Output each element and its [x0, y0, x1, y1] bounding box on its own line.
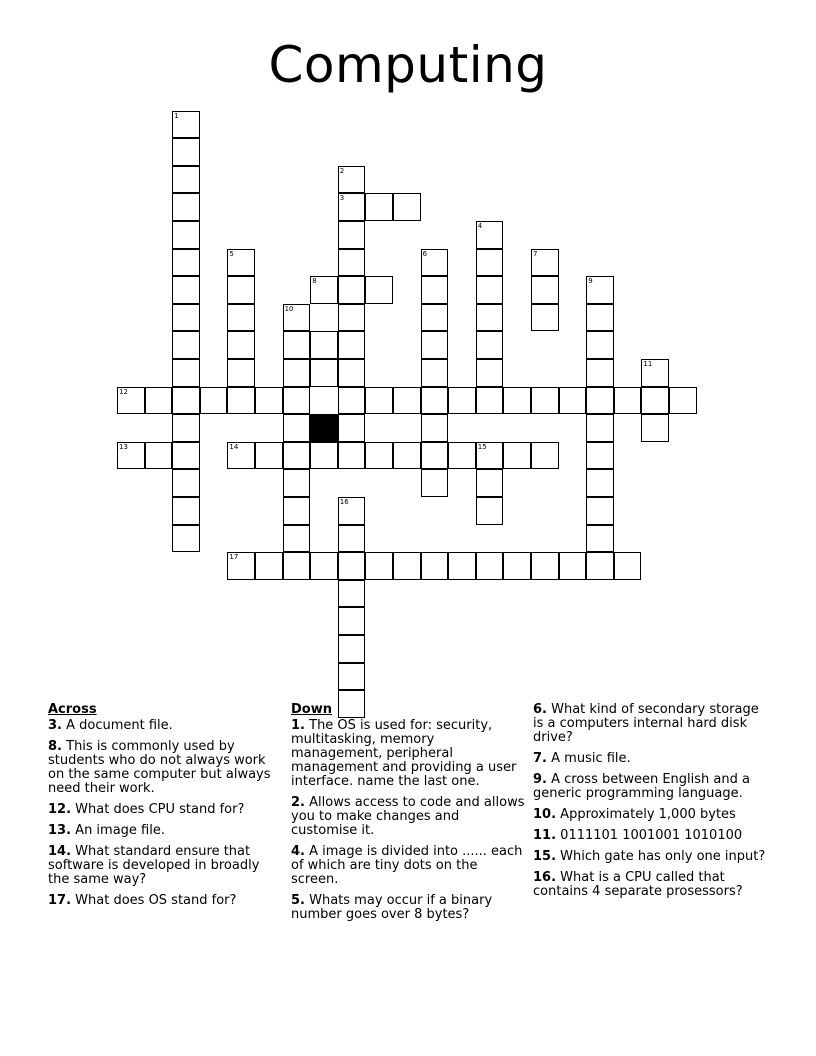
grid-cell[interactable] [283, 469, 311, 497]
grid-cell[interactable] [283, 497, 311, 525]
clue [533, 871, 769, 899]
clue [48, 719, 284, 733]
down-clue-list-continued [533, 703, 769, 899]
clue-number: 15 [477, 442, 487, 451]
grid-cell[interactable] [393, 387, 421, 415]
grid-cell[interactable] [421, 276, 449, 304]
grid-cell[interactable] [559, 387, 587, 415]
grid-cell[interactable] [586, 497, 614, 525]
grid-cell[interactable] [338, 304, 366, 332]
grid-cell[interactable] [283, 359, 311, 387]
clue-text: An image file. [75, 823, 165, 838]
clue-text: What kind of secondary storage is a computers internal hard disk drive? [533, 702, 759, 745]
clue-text: What is a CPU called that contains 4 separate prosessors? [533, 870, 743, 899]
clue [533, 703, 769, 745]
grid-cell[interactable] [338, 193, 366, 221]
grid-cell[interactable] [172, 111, 200, 139]
grid-cell[interactable] [503, 442, 531, 470]
grid-cell[interactable] [476, 221, 504, 249]
grid-cell[interactable] [283, 525, 311, 553]
grid-cell[interactable] [227, 387, 255, 415]
clue [48, 894, 284, 908]
grid-cell[interactable] [172, 497, 200, 525]
grid-cell[interactable] [310, 276, 338, 304]
clue-num: 9. [533, 772, 547, 787]
grid-cell[interactable] [338, 607, 366, 635]
grid-cell[interactable] [476, 387, 504, 415]
grid-cell[interactable] [172, 193, 200, 221]
grid-cell[interactable] [531, 249, 559, 277]
grid-cell[interactable] [421, 304, 449, 332]
grid-cell[interactable] [338, 552, 366, 580]
clue [533, 808, 769, 822]
clue-num: 17. [48, 893, 72, 908]
grid-cell[interactable] [255, 387, 283, 415]
grid-cell[interactable] [559, 552, 587, 580]
across-clues [48, 703, 284, 915]
grid-cell[interactable] [227, 276, 255, 304]
grid-cell[interactable] [641, 387, 669, 415]
grid-cell[interactable] [586, 359, 614, 387]
clue [533, 850, 769, 864]
grid-cell[interactable] [117, 387, 145, 415]
grid-cell[interactable] [586, 552, 614, 580]
clue-number: 16 [339, 498, 349, 506]
grid-cell[interactable] [172, 359, 200, 387]
grid-cell[interactable] [476, 304, 504, 332]
grid-cell[interactable] [338, 221, 366, 249]
grid-cell[interactable] [283, 414, 311, 442]
down-heading: Down [291, 702, 332, 717]
grid-cell[interactable] [421, 249, 449, 277]
grid-cell[interactable] [586, 331, 614, 359]
clue-num: 8. [48, 739, 62, 754]
clue-text: A image is divided into ...... each of which are tiny dots on the screen. [291, 844, 523, 887]
grid-cell[interactable] [172, 469, 200, 497]
grid-cell[interactable] [448, 387, 476, 415]
clue-text: Whats may occur if a binary number goes over 8 bytes? [291, 893, 493, 922]
clue [291, 845, 527, 887]
grid-cell[interactable] [476, 276, 504, 304]
grid-cell[interactable] [421, 359, 449, 387]
down-clues-continued [533, 703, 769, 906]
clue [533, 773, 769, 801]
clue [48, 803, 284, 817]
clue-num: 14. [48, 844, 72, 859]
grid-cell[interactable] [310, 442, 338, 470]
grid-cell[interactable] [586, 469, 614, 497]
grid-cell[interactable] [421, 414, 449, 442]
grid-cell[interactable] [117, 442, 145, 470]
grid-cell[interactable] [338, 442, 366, 470]
grid-cell[interactable] [338, 166, 366, 194]
clue-text: A cross between English and a generic programming language. [533, 772, 750, 801]
clue-text: Which gate has only one input? [560, 849, 766, 864]
grid-cell[interactable] [476, 469, 504, 497]
grid-cell[interactable] [227, 442, 255, 470]
grid-cell[interactable] [338, 663, 366, 691]
grid-cell[interactable] [586, 387, 614, 415]
grid-cell[interactable] [531, 276, 559, 304]
grid-cell[interactable] [531, 442, 559, 470]
grid-cell[interactable] [338, 635, 366, 663]
clue-number: 11 [643, 360, 653, 368]
grid-cell[interactable] [476, 442, 504, 470]
clue-num: 10. [533, 807, 557, 822]
grid-cell[interactable] [338, 359, 366, 387]
grid-cell[interactable] [365, 442, 393, 470]
grid-cell[interactable] [283, 304, 311, 332]
clue-number: 4 [477, 222, 483, 230]
grid-cell[interactable] [365, 276, 393, 304]
grid-cell[interactable] [255, 552, 283, 580]
grid-cell[interactable] [393, 442, 421, 470]
grid-cell[interactable] [641, 359, 669, 387]
clue-number: 1 [174, 111, 179, 120]
clue [291, 719, 527, 789]
grid-cell[interactable] [172, 138, 200, 166]
clue-text: What standard ensure that software is developed in broadly the same way? [48, 844, 260, 887]
clue [291, 894, 527, 922]
grid-cell[interactable] [283, 442, 311, 470]
clue-number: 12 [119, 387, 128, 396]
grid-cell[interactable] [586, 414, 614, 442]
grid-cell[interactable] [448, 442, 476, 470]
clue-num: 15. [533, 849, 557, 864]
grid-cell[interactable] [283, 331, 311, 359]
grid-cell[interactable] [365, 193, 393, 221]
grid-cell[interactable] [421, 469, 449, 497]
grid-cell[interactable] [476, 331, 504, 359]
grid-cell[interactable] [531, 387, 559, 415]
clue-text: A document file. [66, 718, 173, 733]
grid-cell[interactable] [476, 552, 504, 580]
grid-cell[interactable] [586, 525, 614, 553]
grid-cell[interactable] [227, 249, 255, 277]
clue-num: 1. [291, 718, 305, 733]
grid-cell[interactable] [338, 414, 366, 442]
grid-cell[interactable] [338, 276, 366, 304]
grid-cell[interactable] [172, 414, 200, 442]
grid-cell[interactable] [476, 249, 504, 277]
grid-cell[interactable] [227, 359, 255, 387]
grid-cell[interactable] [641, 414, 669, 442]
grid-cell[interactable] [310, 552, 338, 580]
grid-cell[interactable] [145, 442, 173, 470]
clue-num: 2. [291, 795, 305, 810]
clue-number: 6 [422, 249, 428, 258]
grid-cell[interactable] [172, 249, 200, 277]
grid-cell[interactable] [172, 221, 200, 249]
clue-num: 3. [48, 718, 62, 733]
grid-cell[interactable] [172, 304, 200, 332]
grid-cell[interactable] [476, 359, 504, 387]
grid-cell[interactable] [172, 276, 200, 304]
clue-number: 2 [339, 166, 345, 175]
grid-cell[interactable] [586, 442, 614, 470]
clue [48, 845, 284, 887]
grid-cell[interactable] [448, 552, 476, 580]
grid-black-cell [310, 414, 338, 442]
down-clue-list [291, 719, 527, 922]
grid-cell[interactable] [172, 442, 200, 470]
clue-text: 0111101 1001001 1010100 [560, 828, 743, 843]
clue-number: 9 [588, 277, 593, 286]
grid-cell[interactable] [476, 497, 504, 525]
grid-cell[interactable] [531, 552, 559, 580]
grid-cell[interactable] [310, 359, 338, 387]
grid-cell[interactable] [338, 331, 366, 359]
grid-cell[interactable] [531, 304, 559, 332]
grid-cell[interactable] [421, 442, 449, 470]
grid-cell[interactable] [614, 552, 642, 580]
grid-cell[interactable] [227, 331, 255, 359]
across-heading: Across [48, 702, 97, 717]
grid-cell[interactable] [338, 497, 366, 525]
grid-cell[interactable] [338, 387, 366, 415]
clue-text: A music file. [551, 751, 631, 766]
grid-cell[interactable] [338, 580, 366, 608]
clue-num: 11. [533, 828, 557, 843]
clue-num: 5. [291, 893, 305, 908]
clue-number: 13 [119, 442, 128, 451]
grid-cell[interactable] [421, 552, 449, 580]
grid-cell[interactable] [310, 331, 338, 359]
grid-cell[interactable] [283, 387, 311, 415]
grid-cell[interactable] [421, 387, 449, 415]
clue-text: This is commonly used by students who do not always work on the same computer but always need their work. [48, 739, 271, 796]
grid-cell[interactable] [393, 193, 421, 221]
grid-cell[interactable] [586, 304, 614, 332]
clue-number: 7 [533, 249, 538, 258]
grid-cell[interactable] [503, 552, 531, 580]
grid-cell[interactable] [421, 331, 449, 359]
clue-text: Allows access to code and allows you to make changes and customise it. [291, 795, 525, 838]
grid-cell[interactable] [586, 276, 614, 304]
across-clue-list [48, 719, 284, 908]
clue-num: 12. [48, 802, 72, 817]
clue-num: 13. [48, 823, 72, 838]
clue-number: 10 [284, 304, 294, 313]
clue [48, 740, 284, 796]
clue-text: What does OS stand for? [75, 893, 237, 908]
clue-num: 4. [291, 844, 305, 859]
clue [533, 752, 769, 766]
grid-cell[interactable] [172, 331, 200, 359]
grid-cell[interactable] [365, 552, 393, 580]
grid-cell[interactable] [669, 387, 697, 415]
clue-number: 5 [229, 249, 234, 258]
grid-cell[interactable] [338, 249, 366, 277]
grid-cell[interactable] [614, 387, 642, 415]
grid-cell[interactable] [283, 552, 311, 580]
clue-num: 7. [533, 751, 547, 766]
clue-num: 6. [533, 702, 547, 717]
grid-cell[interactable] [172, 166, 200, 194]
clue [533, 829, 769, 843]
clue-text: What does CPU stand for? [75, 802, 245, 817]
clue-num: 16. [533, 870, 557, 885]
grid-cell[interactable] [227, 304, 255, 332]
grid-cell[interactable] [172, 525, 200, 553]
page-title: Computing [268, 36, 548, 94]
clue-number: 14 [229, 442, 239, 451]
clue [291, 796, 527, 838]
clue-number: 8 [312, 277, 317, 286]
down-clues [291, 703, 527, 929]
clue-text: The OS is used for: security, multitasking, memory management, peripheral management and providing a user interface. name the last one. [291, 718, 517, 789]
clue-text: Approximately 1,000 bytes [560, 807, 736, 822]
clue [48, 824, 284, 838]
clue-number: 17 [229, 553, 239, 562]
grid-cell[interactable] [255, 442, 283, 470]
grid-cell[interactable] [503, 387, 531, 415]
grid-cell[interactable] [200, 387, 228, 415]
grid-cell[interactable] [145, 387, 173, 415]
clue-number: 3 [339, 194, 345, 203]
grid-cell[interactable] [227, 552, 255, 580]
grid-cell[interactable] [338, 525, 366, 553]
grid-cell[interactable] [393, 552, 421, 580]
grid-cell[interactable] [172, 387, 200, 415]
grid-cell[interactable] [365, 387, 393, 415]
